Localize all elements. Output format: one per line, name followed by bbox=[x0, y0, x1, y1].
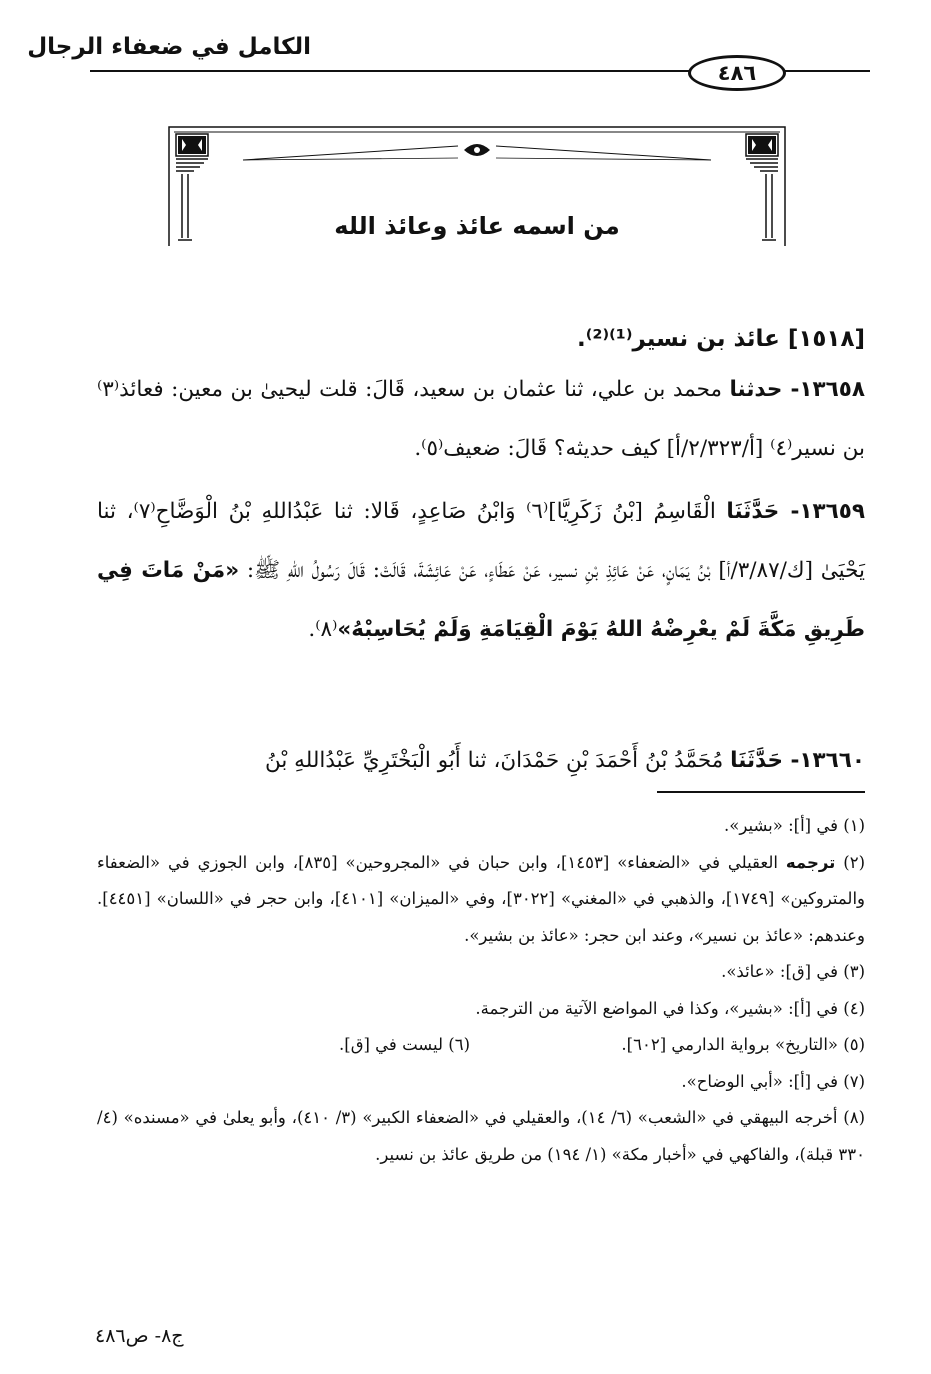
footnote-row-5-6 bbox=[97, 1027, 865, 1064]
hadith-number: ١٣٦٥٩- حَدَّثَنَا bbox=[726, 499, 866, 524]
paragraph-13658 bbox=[97, 360, 865, 478]
volume-page-marker: ج٨- ص٤٨٦ bbox=[95, 1325, 184, 1347]
chapter-title: من اسمه عائذ وعائذ الله bbox=[334, 212, 620, 240]
footnote-keyword: ترجمه bbox=[785, 852, 836, 872]
footnote-number: (٢) bbox=[835, 852, 865, 872]
footnote-7: (٧) في [أ]: «أبي الوضاح». bbox=[681, 1071, 865, 1091]
footnote-separator bbox=[657, 791, 865, 793]
paragraph-text: محمد بن علي، ثنا عثمان بن سعيد، قَالَ: قلت ليحيىٰ بن معين: فعائذ⁽٣⁾ بن نسير⁽٤⁾ [أ/٢/٣٢٣/أ] كيف حديثه؟ قَالَ: ضعيف⁽٥⁾. bbox=[97, 377, 865, 461]
hadith-number: ١٣٦٥٨- حدثنا bbox=[729, 377, 865, 402]
footnote-2 bbox=[97, 845, 865, 955]
footnote-5: (٥) «التاريخ» برواية الدارمي [٦٠٢]. bbox=[621, 1035, 865, 1054]
paragraph-text: مُحَمَّدُ بْنُ أَحْمَدَ بْنِ حَمْدَانَ، ثنا أَبُو الْبَخْتَرِيِّ عَبْدُاللهِ بْنُ bbox=[265, 748, 731, 773]
paragraph-13660 bbox=[97, 731, 865, 790]
footnote-3: (٣) في [ق]: «عائذ». bbox=[721, 962, 865, 981]
entry-heading: [١٥١٨] عائذ بن نسير⁽¹⁾⁽²⁾. bbox=[577, 326, 865, 352]
book-title: الكامل في ضعفاء الرجال bbox=[27, 34, 311, 60]
page-number: ٤٨٦ bbox=[688, 55, 786, 91]
footnote-text: العقيلي في «الضعفاء» [١٤٥٣]، وابن حبان في «المجروحين» [٨٣٥]، وابن الجوزي في «الضعفاء والمتروكين» [١٧٤٩]، والذهبي في «المغني» [٣٠٢٢]، وفي «الميزان» [٤١٠١]، وابن حجر في «اللسان» [٤٤٥١]. وعندهم: «عائذ بن نسير»، وعند ابن حجر: «عائذ بن بشير». bbox=[97, 852, 866, 945]
footnote-marker: ⁽٨⁾. bbox=[308, 617, 338, 642]
footnote-8: (٨) أخرجه البيهقي في «الشعب» (٦/ ١٤)، والعقيلي في «الضعفاء الكبير» (٣/ ٤١٠)، وأبو يعلىٰ في «مسنده» (٤/ ٣٣٠ قبلة)، والفاكهي في «أخبار مكة» (١/ ١٩٤) من طريق عائذ بن نسير. bbox=[97, 1108, 865, 1164]
footnote-4: (٤) في [أ]: «بشير»، وكذا في المواضع الآتية من الترجمة. bbox=[475, 998, 865, 1018]
footnote-6: (٦) ليست في [ق]. bbox=[339, 1035, 470, 1054]
footnotes bbox=[97, 808, 865, 1173]
paragraph-text: الْقَاسِمُ [بْنُ زَكَرِيَّا]⁽٦⁾ وَابْنُ صَاعِدٍ، قَالا: ثنا عَبْدُاللهِ بْنُ الْوَضَّاحِ⁽٧⁾، ثنا يَحْيَىٰ [ك/٣/٨٧/أ] بْنُ يَمَانٍ، عَنْ عَائِذِ بْنِ نسير، عَنْ عَطَاءٍ، عَنْ عَائِشَةَ، قَالَتْ: قَالَ رَسُولُ اللهِ ﷺ: bbox=[97, 499, 865, 583]
hadith-number: ١٣٦٦٠- حَدَّثَنَا bbox=[730, 748, 865, 773]
hadith-quote: «مَنْ مَاتَ فِي طَرِيقِ مَكَّةَ لَمْ يعْرِضْهُ اللهُ يَوْمَ الْقِيَامَةِ وَلَمْ يُحَاسِبْهُ» bbox=[97, 558, 865, 642]
paragraph-13659 bbox=[97, 482, 865, 659]
footnote-1: (١) في [أ]: «بشير». bbox=[724, 816, 865, 835]
